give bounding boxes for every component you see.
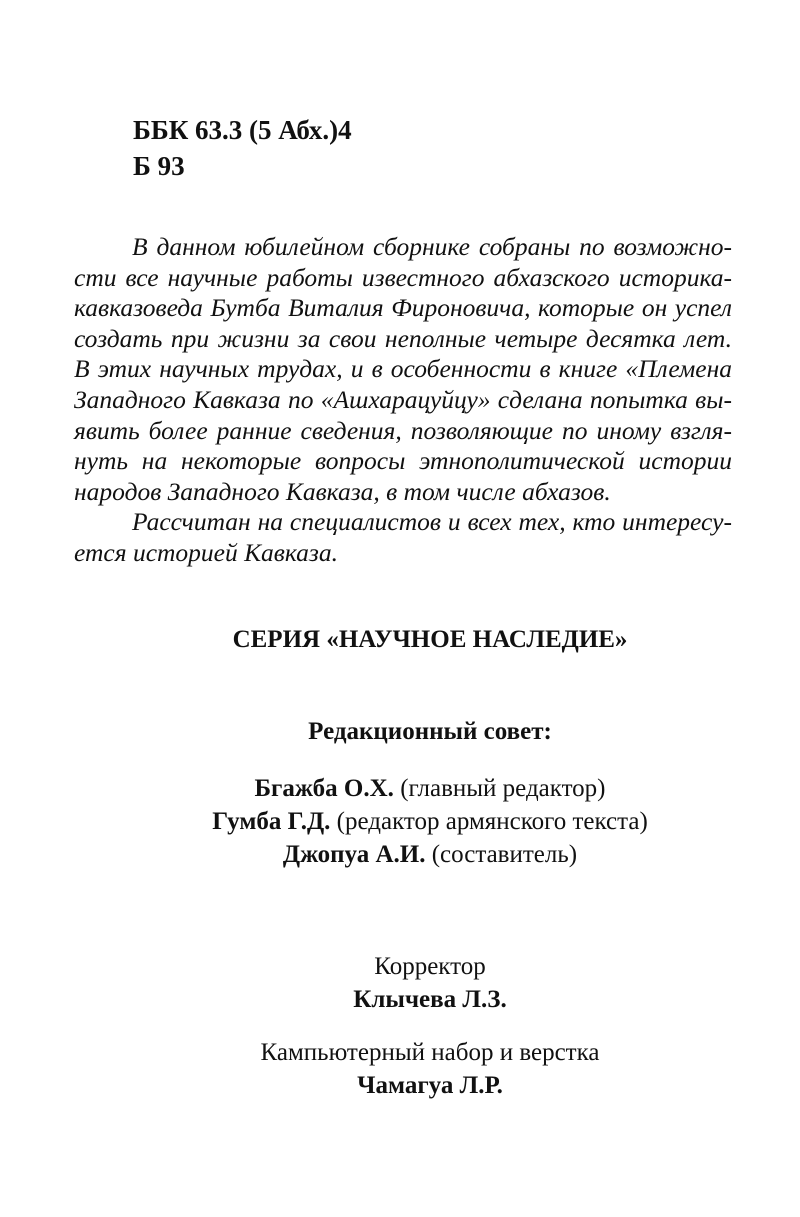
abstract-line: нуть на некоторые вопросы этнополитической истории (74, 446, 732, 476)
corrector-label: Корректор (374, 953, 486, 980)
board-member (0, 805, 800, 838)
abstract (74, 232, 732, 569)
member-name: Джопуа А.И. (282, 841, 426, 868)
bbk-code: ББК 63.3 (5 Абх.)4 (133, 115, 352, 145)
abstract-line: Западного Кавказа по «Ашхарацуйцу» сделана попытка вы- (74, 384, 732, 414)
author-mark: Б 93 (133, 151, 185, 181)
corrector-credit (0, 950, 800, 1016)
abstract-line: В данном юбилейном сборнике собраны по возможно- (132, 232, 732, 261)
abstract-line: явить более ранние сведения, позволяющие по иному взгля- (74, 415, 732, 445)
editorial-board-heading: Редакционный совет: (308, 718, 552, 745)
typesetting-name: Чамагуа Л.Р. (357, 1072, 503, 1099)
abstract-line: ется историей Кавказа. (74, 537, 338, 567)
abstract-line: Рассчитан на специалистов и всех тех, кто интересу- (132, 507, 732, 537)
abstract-line: В этих научных трудах, и в особенности в книге «Племена (74, 354, 732, 384)
series-title: СЕРИЯ «НАУЧНОЕ НАСЛЕДИЕ» (232, 626, 628, 653)
corrector-name: Клычева Л.З. (353, 986, 507, 1013)
board-member (0, 838, 800, 871)
member-role: (редактор армянского текста) (336, 808, 648, 835)
classification-block (133, 112, 352, 184)
abstract-line: сти все научные работы известного абхазского историка- (74, 262, 732, 292)
abstract-line: народов Западного Кавказа, в том числе абхазов. (74, 476, 611, 506)
member-name: Бгажба О.Х. (254, 775, 394, 802)
member-role: (главный редактор) (400, 775, 606, 802)
typesetting-label: Кампьютерный набор и верстка (260, 1039, 600, 1066)
abstract-line: кавказоведа Бутба Виталия Фироновича, которые он успел (74, 293, 732, 323)
member-role: (составитель) (431, 841, 578, 868)
editorial-board-list (0, 772, 800, 871)
abstract-line: создать при жизни за свои неполные четыре десятка лет. (74, 323, 732, 353)
board-member (0, 772, 800, 805)
typesetting-credit (0, 1036, 800, 1102)
member-name: Гумба Г.Д. (212, 808, 331, 835)
